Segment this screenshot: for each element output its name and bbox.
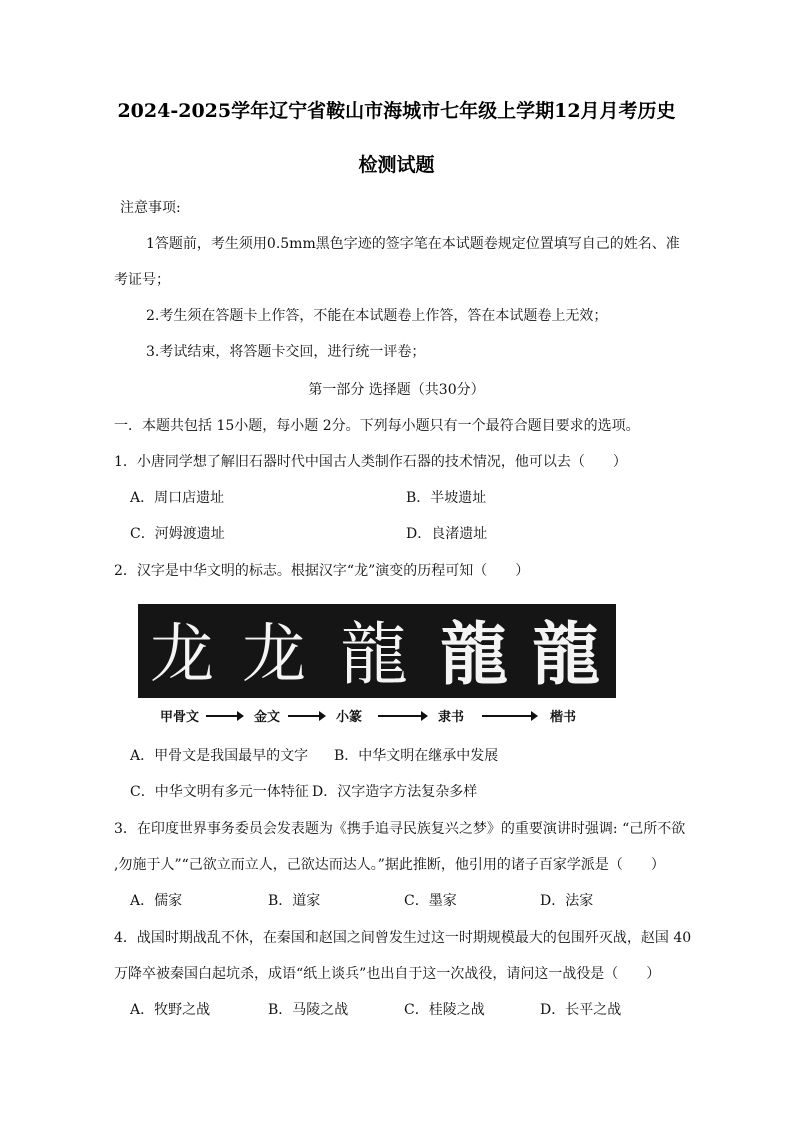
- glyph-oracle: 龙: [150, 618, 214, 692]
- section-intro: 一．本题共包括 15小题，每小题 2分。下列每小题只有一个最符合题目要求的选项。: [114, 418, 640, 434]
- arrow-icon: [378, 715, 426, 717]
- question-3-stem-cont: ,勿施于人”“己欲立而立人，己欲达而达人。”据此推断，他引用的诸子百家学派是（ ）: [114, 857, 665, 873]
- question-4-option-b: B．马陵之战: [268, 1002, 349, 1018]
- question-1-option-b: B．半坡遗址: [406, 490, 487, 506]
- question-4-stem: 4．战国时期战乱不休，在秦国和赵国之间曾发生过这一时期规模最大的包围歼灭战，赵国 40: [114, 930, 692, 946]
- arrow-icon: [206, 715, 242, 717]
- question-1-option-a: A．周口店遗址: [130, 490, 225, 506]
- question-4-stem-cont: 万降卒被秦国白起坑杀，成语“纸上谈兵”也出自于这一次战役，请问这一战役是（ ）: [114, 966, 661, 982]
- caption-bronze: 金文: [254, 710, 281, 725]
- question-2-option-a: A．甲骨文是我国最早的文字: [130, 748, 309, 764]
- script-evolution-caption: [138, 706, 616, 726]
- exam-title: 2024-2025学年辽宁省鞍山市海城市七年级上学期12月月考历史: [117, 100, 676, 122]
- notice-item-1-cont: 考证号；: [114, 272, 170, 288]
- question-2-option-d: D．汉字造字方法复杂多样: [312, 784, 478, 800]
- caption-clerical: 隶书: [438, 710, 465, 725]
- question-4-option-d: D．长平之战: [540, 1002, 622, 1018]
- question-4-option-c: C．桂陵之战: [404, 1002, 485, 1018]
- question-2-stem: 2．汉字是中华文明的标志。根据汉字“龙”演变的历程可知（ ）: [114, 563, 530, 579]
- question-3-option-d: D．法家: [540, 893, 594, 909]
- question-3-option-c: C．墨家: [404, 893, 457, 909]
- dragon-character-evolution-image: [138, 604, 616, 698]
- question-1-option-c: C．河姆渡遗址: [130, 526, 225, 542]
- question-1-option-d: D．良渚遗址: [406, 526, 488, 542]
- dragon-glyphs: [138, 604, 616, 698]
- part-heading: 第一部分 选择题（共30分）: [308, 382, 485, 398]
- notice-heading: 注意事项:: [120, 200, 181, 216]
- question-2-option-b: B．中华文明在继承中发展: [334, 748, 499, 764]
- glyph-regular: 龍: [531, 616, 601, 695]
- question-1-stem: 1．小唐同学想了解旧石器时代中国古人类制作石器的技术情况，他可以去（ ）: [114, 454, 627, 470]
- question-3-option-b: B．道家: [268, 893, 321, 909]
- arrow-icon: [288, 715, 324, 717]
- exam-title-cont: 检测试题: [358, 154, 435, 176]
- notice-item-3: 3.考试结束，将答题卡交回，进行统一评卷；: [146, 344, 426, 360]
- question-3-stem: 3．在印度世界事务委员会发表题为《携手追寻民族复兴之梦》的重要演讲时强调: “己所不欲: [114, 821, 686, 837]
- notice-item-2: 2.考生须在答题卡上作答，不能在本试题卷上作答，答在本试题卷上无效；: [146, 308, 608, 324]
- glyph-bronze: 龙: [242, 618, 306, 692]
- question-3-option-a: A．儒家: [130, 893, 183, 909]
- question-4-option-a: A．牧野之战: [130, 1002, 211, 1018]
- arrow-icon: [482, 715, 536, 717]
- question-2-option-c: C．中华文明有多元一体特征: [130, 784, 309, 800]
- glyph-seal: 龍: [339, 616, 409, 695]
- caption-oracle: 甲骨文: [160, 710, 200, 725]
- caption-regular: 楷书: [550, 710, 577, 725]
- notice-item-1: 1答题前，考生须用0.5mm黑色字迹的签字笔在本试题卷规定位置填写自己的姓名、准: [146, 236, 680, 252]
- glyph-clerical: 龍: [439, 616, 509, 695]
- caption-seal: 小篆: [336, 710, 363, 725]
